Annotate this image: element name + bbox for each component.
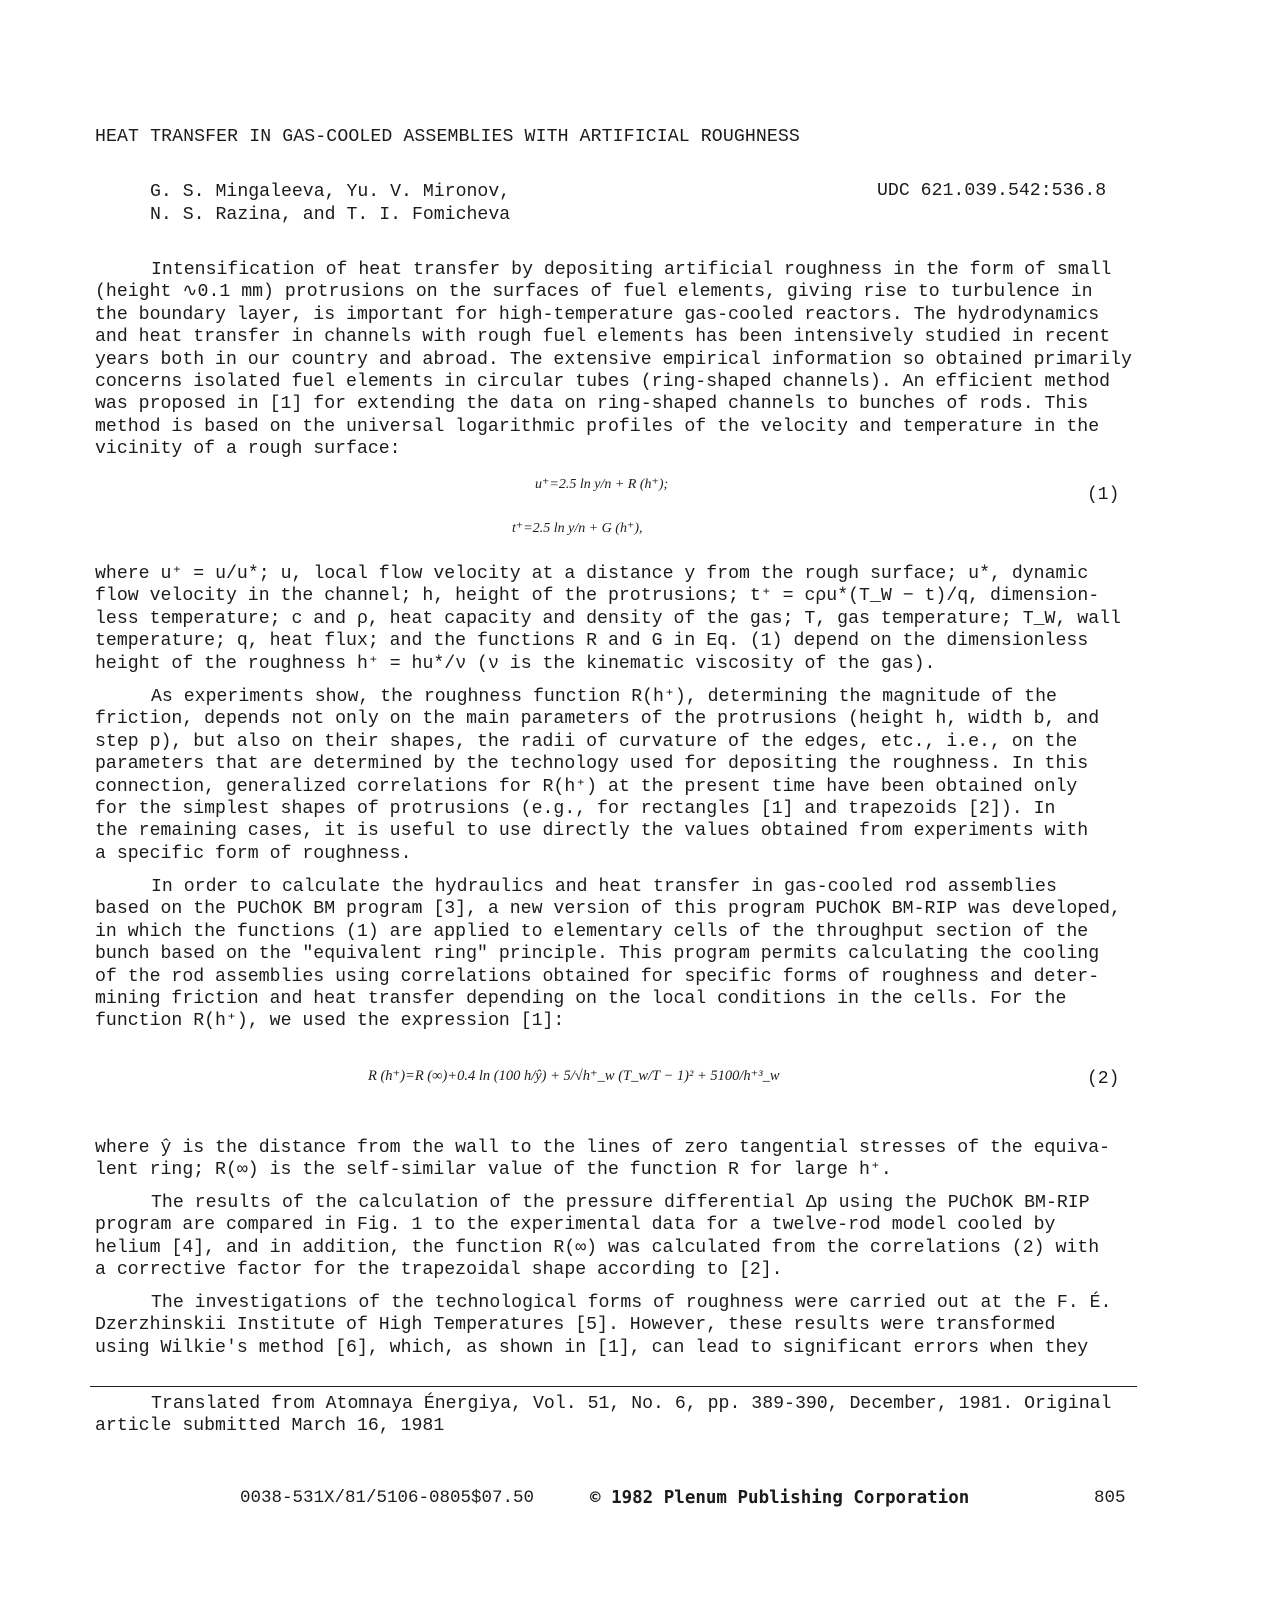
footnote-divider [90,1386,1137,1387]
text-line: years both in our country and abroad. The extensive empirical information so obtained primarily [95,349,1132,370]
text-line: The investigations of the technological forms of roughness were carried out at the F. É. [151,1293,1112,1313]
equation-1-line-2: t⁺=2.5 ln y/n + G (h⁺), [512,521,643,536]
text-line: friction, depends not only on the main parameters of the protrusions (height h, width b, and [95,709,1100,730]
equation-1-line-1: u⁺=2.5 ln y/n + R (h⁺); [535,477,669,492]
text-line: height of the roughness h⁺ = hu*/ν (ν is the kinematic viscosity of the gas). [95,653,936,674]
text-line: less temperature; c and ρ, heat capacity and density of the gas; T, gas temperature; T_W, wall [95,608,1121,629]
equation-1-number: (1) [1087,485,1120,505]
equation-2-number: (2) [1087,1069,1120,1089]
text-line: based on the PUChOK BM program [3], a new version of this program PUChOK BM-RIP was developed, [95,899,1121,920]
text-line: the remaining cases, it is useful to use directly the values obtained from experiments with [95,821,1089,842]
text-line: As experiments show, the roughness function R(h⁺), determining the magnitude of the [151,687,1057,707]
text-line: for the simplest shapes of protrusions (e.g., for rectangles [1] and trapezoids [2]). In [95,799,1056,820]
text-line: lent ring; R(∞) is the self-similar value of the function R for large h⁺. [95,1160,892,1181]
text-line: In order to calculate the hydraulics and heat transfer in gas-cooled rod assemblies [151,877,1057,897]
page-number: 805 [1094,1488,1126,1508]
text-line: temperature; q, heat flux; and the functions R and G in Eq. (1) depend on the dimensionless [95,631,1089,652]
text-line: function R(h⁺), we used the expression [1]: [95,1011,565,1032]
text-line: The results of the calculation of the pressure differential Δp using the PUChOK BM-RIP [151,1193,1090,1213]
footnote-line-2: article submitted March 16, 1981 [95,1416,445,1437]
text-line: bunch based on the "equivalent ring" principle. This program permits calculating the cooling [95,944,1100,965]
text-line: (height ∿0.1 mm) protrusions on the surfaces of fuel elements, giving rise to turbulence in [95,282,1093,303]
text-line: a corrective factor for the trapezoidal shape according to [2]. [95,1260,783,1281]
footnote [95,1393,1111,1438]
author-list [150,181,510,227]
text-line: where u⁺ = u/u*; u, local flow velocity at a distance y from the rough surface; u*, dynamic [95,564,1089,584]
paragraph-4 [95,876,1175,1033]
footnote-line-1: Translated from Atomnaya Énergiya, Vol. 51, No. 6, pp. 389-390, December, 1981. Original [151,1394,1112,1414]
paragraph-5 [95,1137,1175,1182]
paragraph-1 [95,259,1175,461]
document-code: 0038-531X/81/5106-0805$07.50 [240,1488,535,1508]
text-line: helium [4], and in addition, the function R(∞) was calculated from the correlations (2) with [95,1237,1100,1258]
copyright-notice: © 1982 Plenum Publishing Corporation [590,1488,970,1508]
text-line: the boundary layer, is important for high-temperature gas-cooled reactors. The hydrodynamics [95,304,1100,325]
text-line: program are compared in Fig. 1 to the experimental data for a twelve-rod model cooled by [95,1215,1056,1236]
authors-line-2: N. S. Razina, and T. I. Fomicheva [150,205,511,225]
text-line: Dzerzhinskii Institute of High Temperatures [5]. However, these results were transformed [95,1315,1056,1336]
text-line: step p), but also on their shapes, the radii of curvature of the edges, etc., i.e., on the [95,731,1078,752]
equation-2: R (h⁺)=R (∞)+0.4 ln (100 h/ŷ) + 5/√h⁺_w (T_w/T − 1)² + 5100/h⁺³_w [368,1068,780,1084]
article-title: HEAT TRANSFER IN GAS-COOLED ASSEMBLIES WITH ARTIFICIAL ROUGHNESS [95,127,800,147]
text-line: flow velocity in the channel; h, height of the protrusions; t⁺ = cρu*(T_W − t)/q, dimension- [95,586,1100,607]
text-line: method is based on the universal logarithmic profiles of the velocity and temperature in the [95,416,1100,437]
text-line: in which the functions (1) are applied to elementary cells of the throughput section of the [95,921,1089,942]
text-line: mining friction and heat transfer depending on the local conditions in the cells. For the [95,989,1067,1010]
udc-code: UDC 621.039.542:536.8 [877,181,1107,201]
text-line: concerns isolated fuel elements in circular tubes (ring-shaped channels). An efficient method [95,372,1111,393]
text-line: where ŷ is the distance from the wall to the lines of zero tangential stresses of the equiva- [95,1138,1111,1158]
authors-line-1: G. S. Mingaleeva, Yu. V. Mironov, [150,182,511,202]
paragraph-3 [95,686,1175,865]
text-line: Intensification of heat transfer by depositing artificial roughness in the form of small [151,260,1112,280]
text-line: using Wilkie's method [6], which, as shown in [1], can lead to significant errors when they [95,1337,1089,1358]
text-line: connection, generalized correlations for R(h⁺) at the present time have been obtained only [95,776,1078,797]
text-line: a specific form of roughness. [95,843,412,864]
text-line: of the rod assemblies using correlations obtained for specific forms of roughness and deter- [95,966,1100,987]
text-line: parameters that are determined by the technology used for depositing the roughness. In this [95,754,1089,775]
text-line: and heat transfer in channels with rough fuel elements has been intensively studied in recent [95,327,1111,348]
paragraph-7 [95,1292,1175,1359]
text-line: vicinity of a rough surface: [95,439,401,460]
paragraph-2 [95,563,1175,675]
text-line: was proposed in [1] for extending the data on ring-shaped channels to bunches of rods. This [95,394,1089,415]
paragraph-6 [95,1192,1175,1282]
